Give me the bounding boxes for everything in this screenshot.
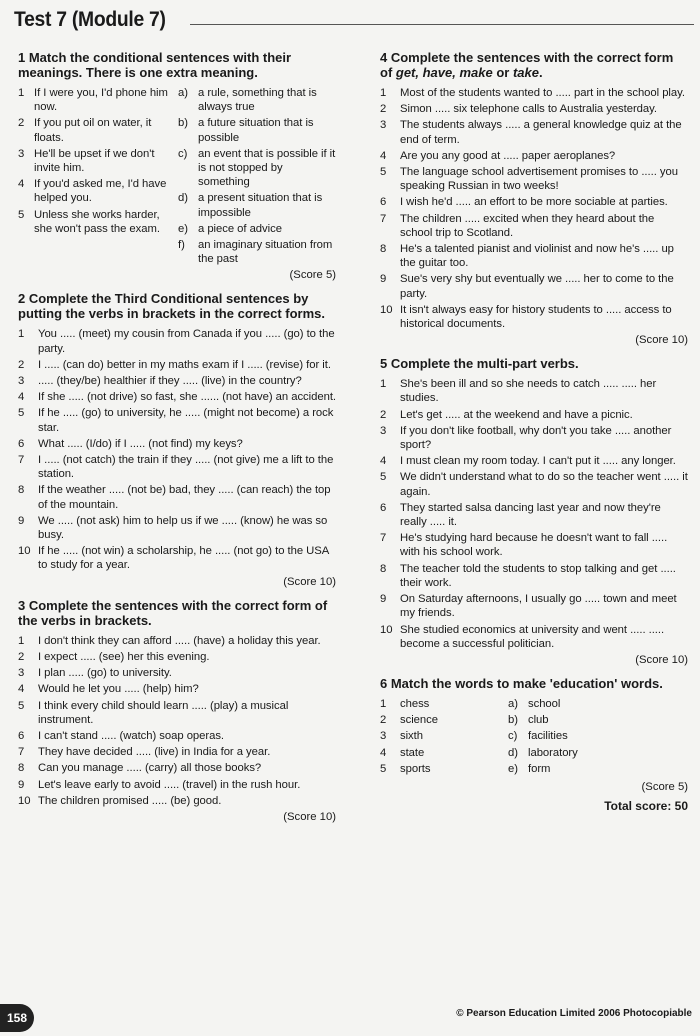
section-1-score: (Score 5) bbox=[289, 269, 336, 282]
question-item: 2 Simon ..... six telephone calls to Australia yesterday. bbox=[380, 103, 657, 116]
question-item: 1 If I were you, I'd phone him now. bbox=[18, 87, 168, 114]
question-item: 2 If you put oil on water, it floats. bbox=[18, 117, 152, 144]
question-item: 2 I expect ..... (see) her this evening. bbox=[18, 650, 210, 663]
section-4 bbox=[380, 50, 688, 348]
left-column bbox=[18, 50, 336, 833]
question-item: 3 If you don't like football, why don't you take ..... another sport? bbox=[380, 424, 672, 452]
question-item: 5 I think every child should learn ..... (play) a musical instrument. bbox=[18, 699, 289, 726]
question-item: 1 chess bbox=[380, 697, 430, 710]
option-item: c) facilities bbox=[508, 730, 568, 743]
question-item: 7 The children ..... excited when they heard about the school trip to Scotland. bbox=[380, 212, 655, 239]
section-1 bbox=[18, 50, 336, 283]
title-rule bbox=[190, 24, 694, 25]
question-item: 6 What ..... (I/do) if I ..... (not find) my keys? bbox=[18, 437, 243, 450]
question-item: 4 If you'd asked me, I'd have helped you. bbox=[18, 178, 167, 205]
option-item: c) an event that is possible if it is not stopped by something bbox=[178, 147, 336, 189]
question-item: 4 If she ..... (not drive) so fast, she ...... (not have) an accident. bbox=[18, 391, 336, 404]
question-item: 2 Let's get ..... at the weekend and have a picnic. bbox=[380, 408, 633, 421]
question-item: 5 If he ..... (go) to university, he ..... (might not become) a rock star. bbox=[18, 407, 334, 434]
question-item: 1 Most of the students wanted to ..... part in the school play. bbox=[380, 87, 685, 99]
section-2-title: 2 Complete the Third Conditional sentences by putting the verbs in brackets in the correct forms. bbox=[18, 291, 326, 322]
question-item: 5 Unless she works harder, she won't pass the exam. bbox=[18, 208, 160, 235]
question-item: 3 sixth bbox=[380, 730, 423, 743]
question-item: 6 I can't stand ..... (watch) soap operas. bbox=[18, 729, 225, 742]
option-item: b) a future situation that is possible bbox=[178, 117, 314, 144]
page-title: Test 7 (Module 7) bbox=[14, 8, 166, 31]
question-item: 6 I wish he'd ..... an effort to be more sociable at parties. bbox=[380, 196, 668, 209]
question-item: 5 We didn't understand what to do so the teacher went ..... it again. bbox=[380, 471, 688, 498]
question-item: 4 Are you any good at ..... paper aeroplanes? bbox=[380, 149, 616, 162]
question-item: 10 If he ..... (not win) a scholarship, he ..... (not go) to the USA to study for a year. bbox=[18, 545, 329, 572]
section-5-score: (Score 10) bbox=[635, 653, 688, 666]
copyright-notice: © Pearson Education Limited 2006 Photocopiable bbox=[456, 1008, 692, 1019]
question-item: 2 I ..... (can do) better in my maths exam if I ..... (revise) for it. bbox=[18, 358, 331, 371]
page-number: 158 bbox=[0, 1004, 34, 1032]
section-4-title: 4 Complete the sentences with the correct form of get, have, make or take. bbox=[380, 50, 674, 80]
section-6 bbox=[380, 676, 688, 814]
section-3-score: (Score 10) bbox=[283, 810, 336, 823]
question-item: 8 If the weather ..... (not be) bad, they ..... (can reach) the top of the mountain. bbox=[18, 484, 331, 511]
question-item: 10 She studied economics at university and went ..... ..... become a successful politician. bbox=[380, 623, 665, 650]
page-header bbox=[14, 8, 694, 40]
question-item: 5 The language school advertisement promises to ..... you speaking Russian in two weeks! bbox=[380, 166, 678, 193]
option-item: d) laboratory bbox=[508, 746, 578, 759]
section-1-match-grid bbox=[18, 86, 336, 283]
section-3 bbox=[18, 598, 336, 825]
question-item: 4 state bbox=[380, 746, 425, 759]
question-item: 4 Would he let you ..... (help) him? bbox=[18, 683, 199, 696]
section-6-first-words bbox=[380, 697, 508, 778]
section-1-meanings bbox=[178, 86, 336, 283]
question-item: 9 Sue's very shy but eventually we ..... her to come to the party. bbox=[380, 273, 674, 300]
section-1-title: 1 Match the conditional sentences with their meanings. There is one extra meaning. bbox=[18, 50, 292, 80]
option-item: a) school bbox=[508, 697, 561, 710]
option-item: e) a piece of advice bbox=[178, 222, 282, 235]
question-item: 3 He'll be upset if we don't invite him. bbox=[18, 147, 155, 175]
option-item: e) form bbox=[508, 762, 551, 775]
section-6-match-grid bbox=[380, 697, 688, 778]
question-item: 6 They started salsa dancing last year and now they're really ..... it. bbox=[380, 501, 661, 529]
question-item: 7 I ..... (not catch) the train if they ..... (not give) me a lift to the station. bbox=[18, 454, 334, 481]
section-6-score: (Score 5) bbox=[641, 780, 688, 793]
option-item: a) a rule, something that is always true bbox=[178, 87, 317, 114]
question-item: 1 She's been ill and so she needs to catch ..... ..... her studies. bbox=[380, 378, 657, 405]
section-1-sentences bbox=[18, 86, 178, 283]
question-item: 8 The teacher told the students to stop talking and get ..... their work. bbox=[380, 562, 676, 589]
section-2-score: (Score 10) bbox=[283, 575, 336, 588]
option-item: f) an imaginary situation from the past bbox=[178, 239, 333, 266]
question-item: 5 sports bbox=[380, 762, 431, 775]
right-column bbox=[380, 50, 688, 822]
question-item: 10 The children promised ..... (be) good. bbox=[18, 794, 222, 807]
question-item: 7 They have decided ..... (live) in India for a year. bbox=[18, 746, 271, 759]
option-item: b) club bbox=[508, 714, 549, 727]
section-6-second-words bbox=[508, 697, 688, 778]
question-item: 9 Let's leave early to avoid ..... (travel) in the rush hour. bbox=[18, 778, 301, 791]
section-5 bbox=[380, 356, 688, 668]
option-item: d) a present situation that is impossible bbox=[178, 192, 323, 219]
section-6-title: 6 Match the words to make 'education' words. bbox=[380, 675, 663, 691]
section-3-title: 3 Complete the sentences with the correct form of the verbs in brackets. bbox=[18, 597, 328, 628]
question-item: 1 You ..... (meet) my cousin from Canada if you ..... (go) to the party. bbox=[18, 328, 335, 355]
question-item: 3 The students always ..... a general knowledge quiz at the end of term. bbox=[380, 119, 682, 146]
question-item: 2 science bbox=[380, 714, 438, 727]
question-item: 10 It isn't always easy for history students to ..... access to historical documents. bbox=[380, 303, 672, 331]
question-item: 4 I must clean my room today. I can't put it ..... any longer. bbox=[380, 455, 676, 468]
question-item: 9 We ..... (not ask) him to help us if we ..... (know) he was so busy. bbox=[18, 514, 328, 542]
total-score: Total score: 50 bbox=[604, 798, 688, 813]
question-item: 3 I plan ..... (go) to university. bbox=[18, 667, 172, 680]
section-5-title: 5 Complete the multi-part verbs. bbox=[380, 356, 579, 372]
question-item: 8 He's a talented pianist and violinist and now he's ..... up the guitar too. bbox=[380, 243, 674, 270]
section-4-score: (Score 10) bbox=[635, 334, 688, 347]
question-item: 8 Can you manage ..... (carry) all those books? bbox=[18, 762, 262, 775]
section-2 bbox=[18, 291, 336, 589]
question-item: 1 I don't think they can afford ..... (have) a holiday this year. bbox=[18, 634, 321, 647]
question-item: 9 On Saturday afternoons, I usually go ..... town and meet my friends. bbox=[380, 593, 677, 620]
question-item: 3 ..... (they/be) healthier if they ..... (live) in the country? bbox=[18, 375, 302, 388]
question-item: 7 He's studying hard because he doesn't want to fall ..... with his school work. bbox=[380, 532, 668, 559]
